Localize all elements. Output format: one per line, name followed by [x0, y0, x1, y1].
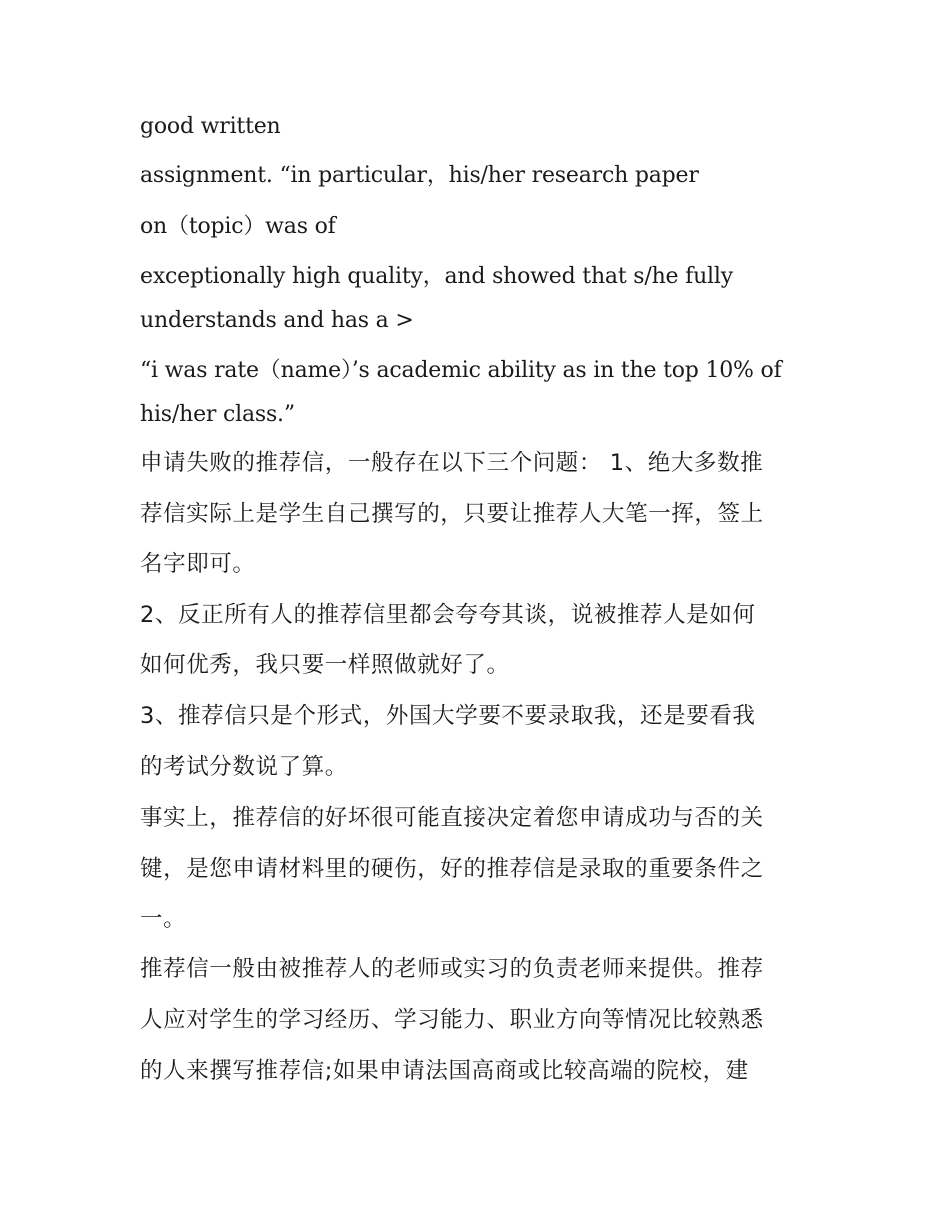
- text-line: exceptionally high quality，and showed that s/he fully: [140, 264, 733, 289]
- text-line: understands and has a >: [140, 308, 414, 333]
- text-line: 2、反正所有人的推荐信里都会夸夸其谈，说被推荐人是如何: [140, 602, 756, 628]
- text-line: his/her class.”: [140, 402, 295, 427]
- text-line: 如何优秀，我只要一样照做就好了。: [140, 652, 510, 678]
- text-line: 一。: [140, 906, 187, 932]
- text-line: good written: [140, 114, 281, 139]
- text-line: “i was rate（name）’s academic ability as in the top 10% of: [140, 358, 782, 383]
- text-line: 的人来撰写推荐信;如果申请法国高商或比较高端的院校，建: [140, 1058, 749, 1084]
- text-line: assignment. “in particular，his/her research paper: [140, 163, 699, 188]
- text-line: 荐信实际上是学生自己撰写的，只要让推荐人大笔一挥，签上: [140, 501, 764, 527]
- text-line: 申请失败的推荐信，一般存在以下三个问题： 1、绝大多数推: [140, 450, 764, 476]
- text-line: 键，是您申请材料里的硬伤，好的推荐信是录取的重要条件之: [140, 856, 764, 882]
- text-line: on（topic）was of: [140, 214, 336, 239]
- text-line: 3、推荐信只是个形式，外国大学要不要录取我，还是要看我: [140, 703, 756, 729]
- text-line: 事实上，推荐信的好坏很可能直接决定着您申请成功与否的关: [140, 805, 764, 831]
- text-line: 推荐信一般由被推荐人的老师或实习的负责老师来提供。推荐: [140, 956, 764, 982]
- text-line: 人应对学生的学习经历、学习能力、职业方向等情况比较熟悉: [140, 1007, 764, 1033]
- text-line: 的考试分数说了算。: [140, 754, 348, 780]
- text-line: 名字即可。: [140, 551, 256, 577]
